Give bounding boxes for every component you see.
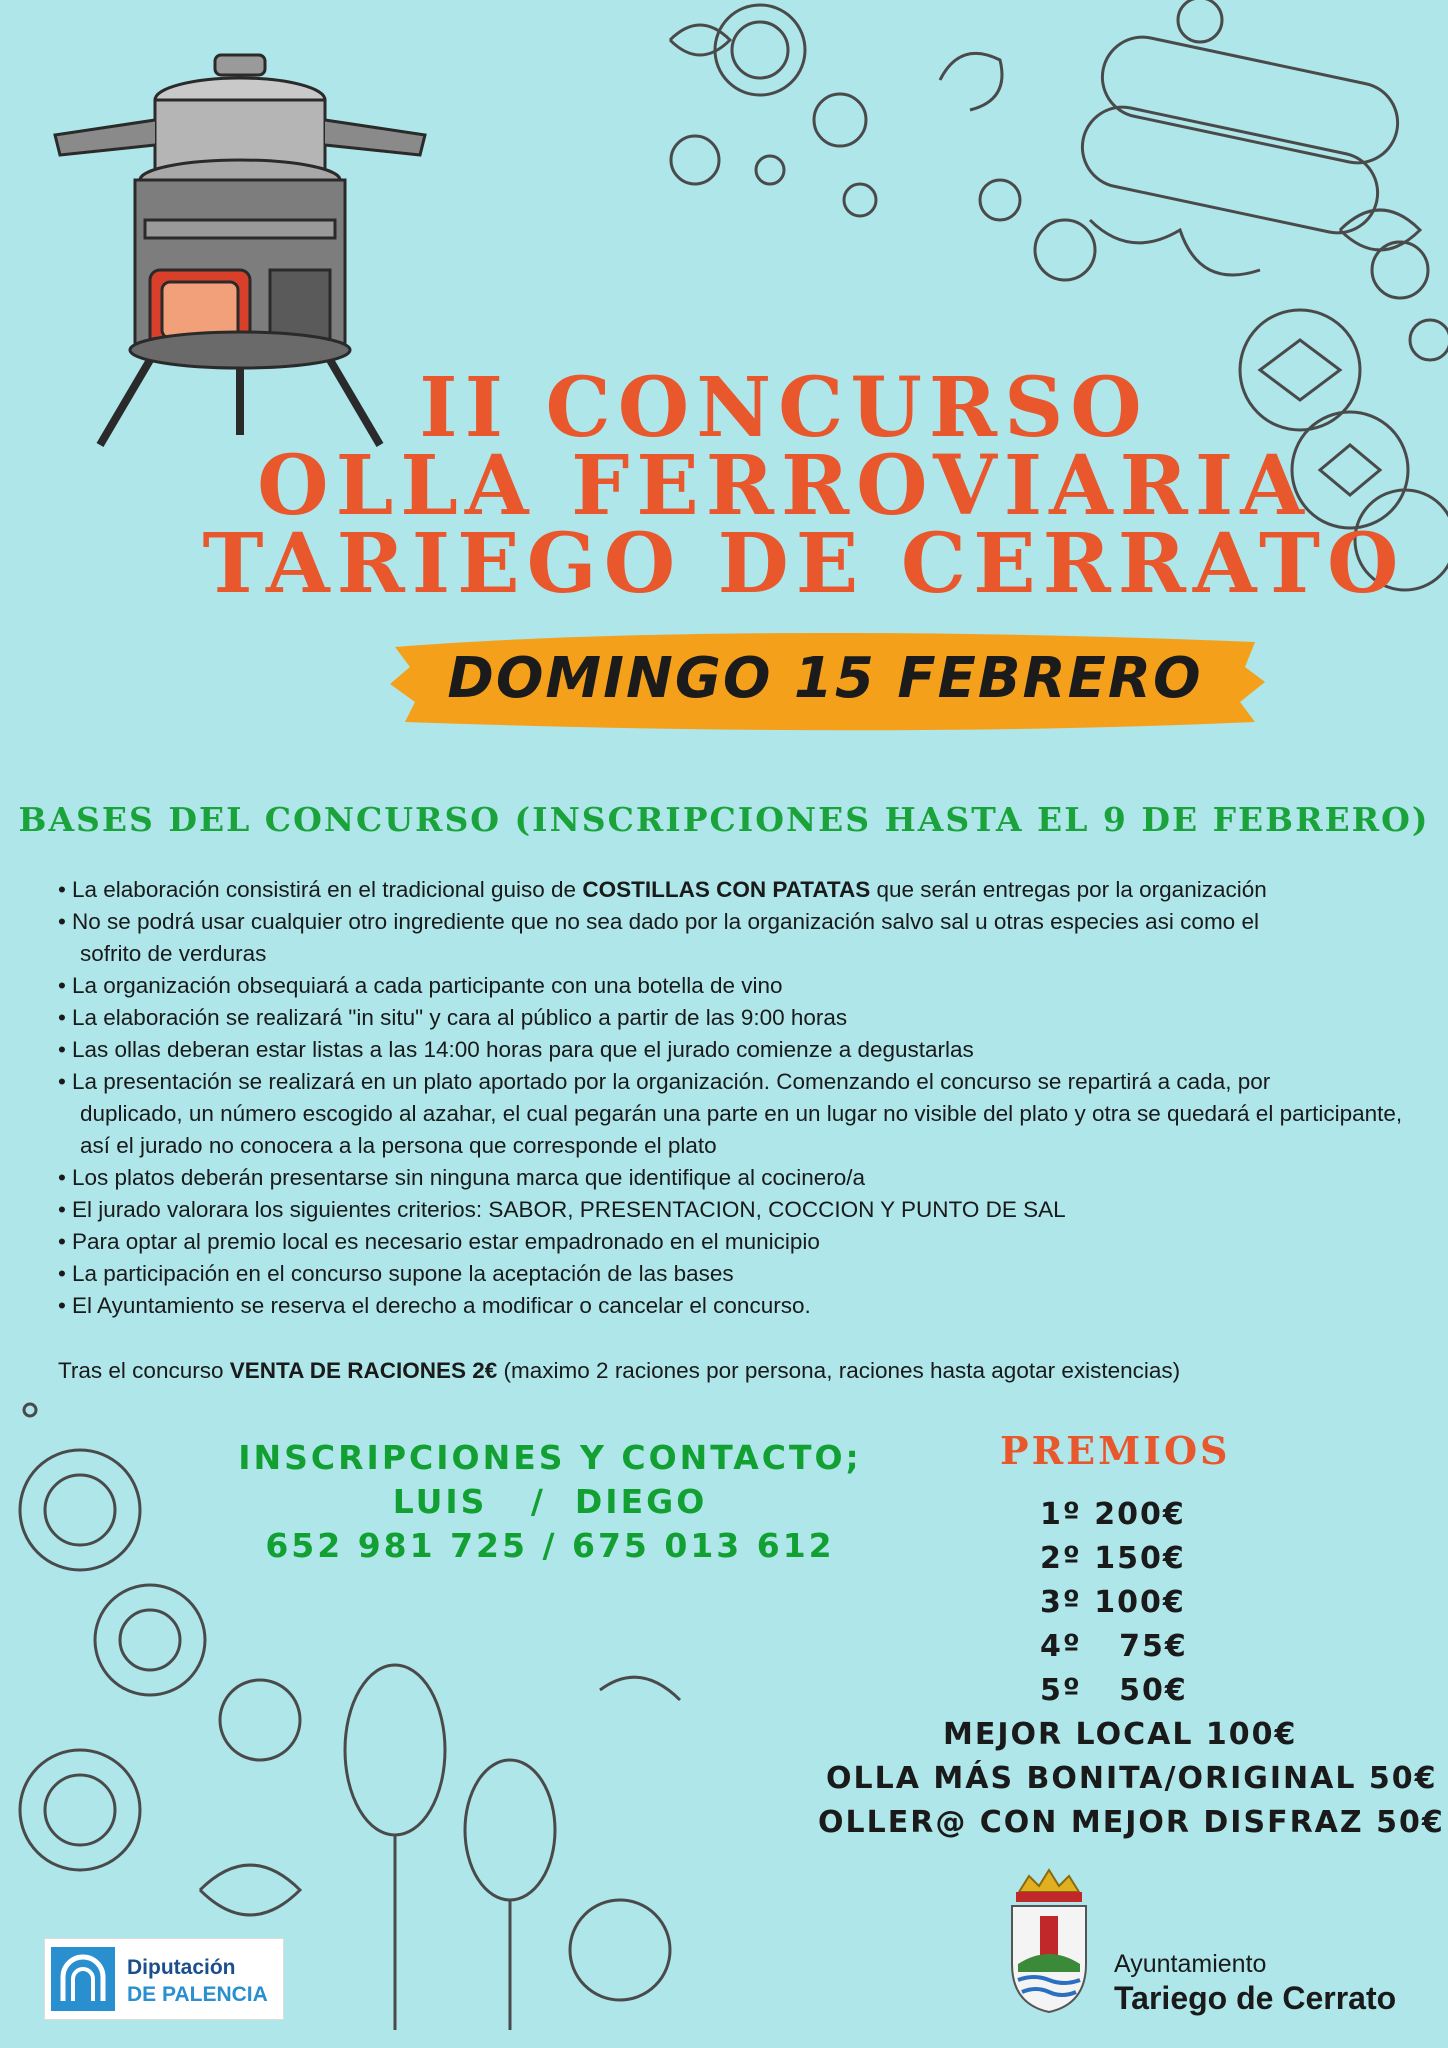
prizes-title: PREMIOS xyxy=(1000,1428,1231,1473)
rule-item: • La presentación se realizará en un plato aportado por la organización. Comenzando el concurso se repartirá a cada, por duplicado, un número escogido al azahar, el cual pegarán una parte en un lugar no visible del plato y otra se quedará el participante, así el jurado no conocera a la persona que corresponde el plato xyxy=(58,1066,1418,1162)
title-line-2: OLLA FERROVIARIA xyxy=(257,438,1311,534)
title-line-1: II CONCURSO xyxy=(419,360,1149,456)
contact-names: LUIS / DIEGO xyxy=(392,1482,708,1521)
rule-item: • Para optar al premio local es necesario estar empadronado en el municipio xyxy=(58,1226,1418,1258)
prize-item: OLLER@ CON MEJOR DISFRAZ 50€ xyxy=(818,1805,1445,1840)
prize-item: MEJOR LOCAL 100€ xyxy=(943,1717,1298,1752)
rule-item: • Los platos deberán presentarse sin ninguna marca que identifique al cocinero/a xyxy=(58,1162,1418,1194)
prize-item: 4º 75€ xyxy=(1040,1629,1188,1664)
rules-list xyxy=(58,874,1418,1322)
bases-heading: BASES DEL CONCURSO (INSCRIPCIONES HASTA EL 9 DE FEBRERO) xyxy=(18,800,1430,839)
contact-heading: INSCRIPCIONES Y CONTACTO; xyxy=(238,1438,862,1477)
diputacion-name: Diputación xyxy=(127,1956,236,1979)
prize-item: 5º 50€ xyxy=(1040,1673,1188,1708)
municipal-coat-of-arms xyxy=(1004,1864,1094,2014)
sale-note: Tras el concurso VENTA DE RACIONES 2€ (maximo 2 raciones por persona, raciones hasta agotar existencias) xyxy=(58,1358,1181,1383)
rule-item: • No se podrá usar cualquier otro ingrediente que no sea dado por la organización salvo sal u otras especies asi como el sofrito de verduras xyxy=(58,906,1418,970)
diputacion-logo xyxy=(44,1938,284,2020)
rule-item: • La elaboración consistirá en el tradicional guiso de COSTILLAS CON PATATAS que serán entregas por la organización xyxy=(58,874,1418,906)
ayuntamiento-label: Ayuntamiento xyxy=(1114,1950,1267,1978)
title-line-3: TARIEGO DE CERRATO xyxy=(202,516,1406,612)
diputacion-subtitle: DE PALENCIA xyxy=(127,1983,268,2006)
prize-item: 1º 200€ xyxy=(1040,1497,1186,1532)
rule-item: • El jurado valorara los siguientes criterios: SABOR, PRESENTACION, COCCION Y PUNTO DE SAL xyxy=(58,1194,1418,1226)
rule-item: • La elaboración se realizará "in situ" y cara al público a partir de las 9:00 horas xyxy=(58,1002,1418,1034)
contact-phones: 652 981 725 / 675 013 612 xyxy=(265,1526,835,1565)
rule-item: • Las ollas deberan estar listas a las 14:00 horas para que el jurado comienze a degustarlas xyxy=(58,1034,1418,1066)
rule-item: • El Ayuntamiento se reserva el derecho a modificar o cancelar el concurso. xyxy=(58,1290,1418,1322)
ayuntamiento-name: Tariego de Cerrato xyxy=(1114,1980,1397,2016)
event-date: DOMINGO 15 FEBRERO xyxy=(447,646,1203,711)
rule-item: • La organización obsequiará a cada participante con una botella de vino xyxy=(58,970,1418,1002)
rule-item: • La participación en el concurso supone la aceptación de las bases xyxy=(58,1258,1418,1290)
prize-item: 2º 150€ xyxy=(1040,1541,1186,1576)
prize-item: 3º 100€ xyxy=(1040,1585,1186,1620)
diputacion-arch-icon xyxy=(51,1947,115,2011)
date-banner xyxy=(385,622,1265,742)
prize-item: OLLA MÁS BONITA/ORIGINAL 50€ xyxy=(826,1761,1438,1796)
